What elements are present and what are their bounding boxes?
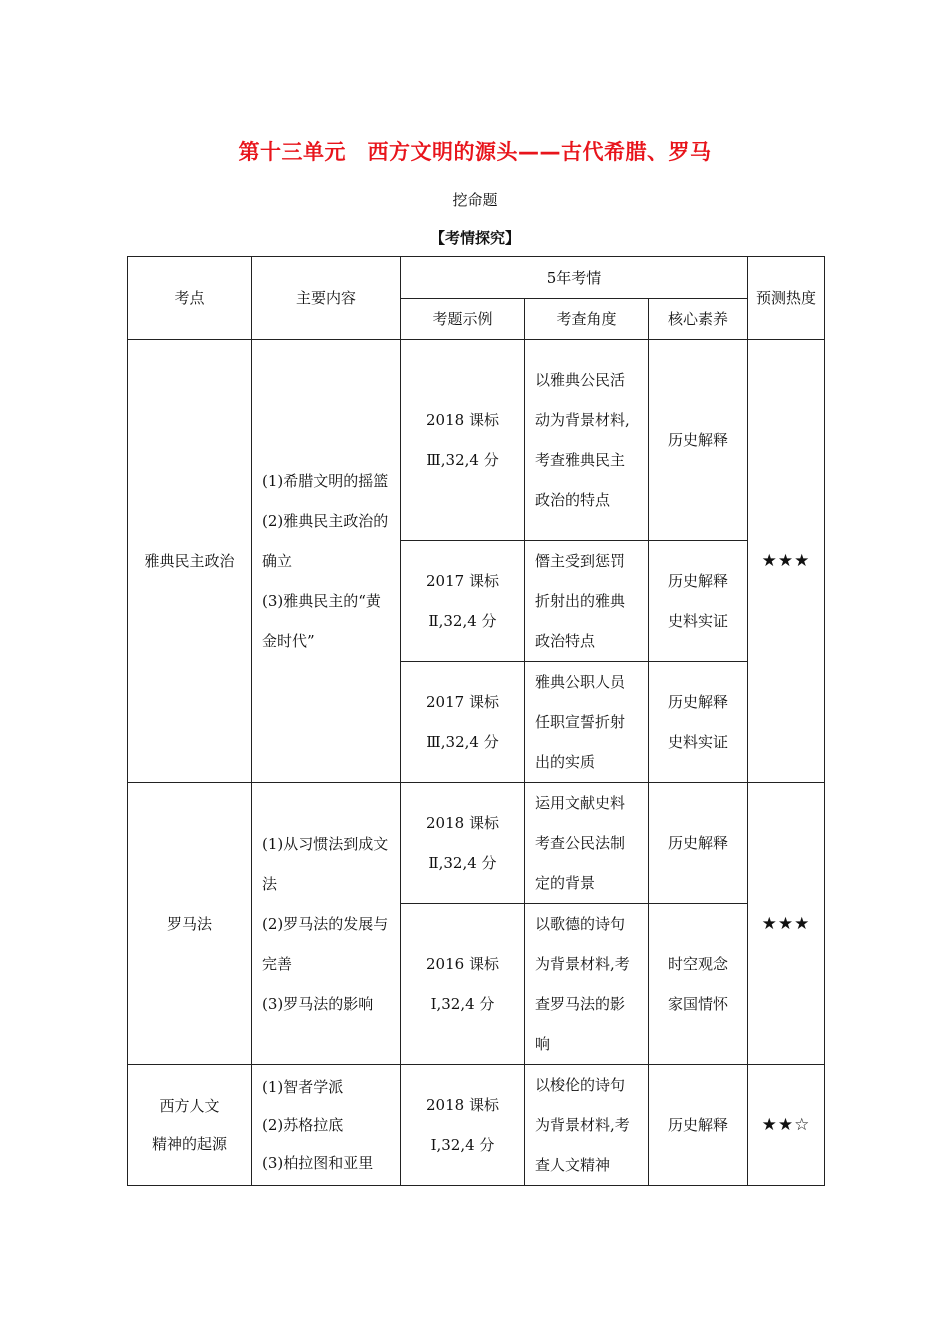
angle-cell: 雅典公职人员任职宣誓折射出的实质 — [525, 662, 649, 783]
literacy-cell — [649, 541, 748, 662]
example-line: Ⅲ,32,4 分 — [426, 451, 499, 469]
example-line: 2017 课标 — [426, 572, 499, 590]
literacy-item: 史料实证 — [668, 733, 729, 751]
content-item: (2)雅典民主政治的确立 — [262, 512, 389, 570]
example-cell — [401, 904, 525, 1065]
example-line: 2018 课标 — [426, 411, 499, 429]
table-header-row — [128, 257, 825, 299]
subtitle: 挖命题 — [452, 191, 498, 209]
point-cell — [128, 1065, 252, 1186]
literacy-cell — [649, 340, 748, 541]
table-row — [128, 783, 825, 904]
content-item: (3)柏拉图和亚里 — [262, 1154, 374, 1172]
literacy-item: 时空观念 — [668, 955, 729, 973]
content-cell — [252, 340, 401, 783]
heat-stars: ★★★ — [748, 783, 825, 1065]
heat-stars: ★★☆ — [748, 1065, 825, 1186]
literacy-cell — [649, 783, 748, 904]
example-line: Ⅰ,32,4 分 — [430, 995, 495, 1013]
header-angle: 考查角度 — [525, 299, 649, 340]
header-five-year: 5年考情 — [401, 257, 748, 299]
point-line: 西方人文 — [159, 1097, 220, 1115]
literacy-item: 家国情怀 — [668, 995, 729, 1013]
header-heat: 预测热度 — [748, 257, 825, 340]
example-cell — [401, 1065, 525, 1186]
example-line: Ⅱ,32,4 分 — [428, 854, 497, 872]
heat-stars: ★★★ — [748, 340, 825, 783]
example-line: 2017 课标 — [426, 693, 499, 711]
example-line: Ⅰ,32,4 分 — [430, 1136, 495, 1154]
example-cell — [401, 340, 525, 541]
angle-cell: 运用文献史料考查公民法制定的背景 — [525, 783, 649, 904]
exam-analysis-table — [127, 256, 825, 1186]
content-item: (2)罗马法的发展与完善 — [262, 914, 389, 973]
table-row — [128, 1065, 825, 1186]
content-item: (3)雅典民主的“黄金时代” — [262, 592, 381, 650]
content-item: (1)智者学派 — [262, 1078, 344, 1096]
angle-cell: 以梭伦的诗句为背景材料,考查人文精神 — [525, 1065, 649, 1186]
literacy-item: 历史解释 — [668, 693, 729, 711]
example-cell — [401, 783, 525, 904]
header-example: 考题示例 — [401, 299, 525, 340]
point-cell: 罗马法 — [128, 783, 252, 1065]
example-cell — [401, 541, 525, 662]
literacy-item: 历史解释 — [668, 572, 729, 590]
content-item: (2)苏格拉底 — [262, 1116, 344, 1134]
content-item: (1)希腊文明的摇篮 — [262, 472, 389, 490]
content-item: (1)从习惯法到成文法 — [262, 834, 389, 893]
angle-cell: 以歌德的诗句为背景材料,考查罗马法的影响 — [525, 904, 649, 1065]
example-line: 2016 课标 — [426, 955, 499, 973]
angle-cell: 僭主受到惩罚折射出的雅典政治特点 — [525, 541, 649, 662]
header-literacy: 核心素养 — [649, 299, 748, 340]
document-title: 第十三单元 西方文明的源头——古代希腊、罗马 — [238, 140, 712, 164]
literacy-item: 史料实证 — [668, 612, 729, 630]
example-line: Ⅲ,32,4 分 — [426, 733, 499, 751]
section-label: 【考情探究】 — [429, 229, 520, 247]
literacy-cell — [649, 1065, 748, 1186]
content-cell — [252, 1065, 401, 1186]
example-line: 2018 课标 — [426, 814, 499, 832]
literacy-cell — [649, 662, 748, 783]
literacy-item: 历史解释 — [668, 1116, 729, 1134]
table-row — [128, 340, 825, 541]
content-cell — [252, 783, 401, 1065]
example-line: Ⅱ,32,4 分 — [428, 612, 497, 630]
point-line: 精神的起源 — [151, 1135, 227, 1153]
header-point: 考点 — [128, 257, 252, 340]
example-cell — [401, 662, 525, 783]
literacy-cell — [649, 904, 748, 1065]
example-line: 2018 课标 — [426, 1096, 499, 1114]
angle-cell: 以雅典公民活动为背景材料,考查雅典民主政治的特点 — [525, 340, 649, 541]
literacy-item: 历史解释 — [668, 834, 729, 852]
header-content: 主要内容 — [252, 257, 401, 340]
point-cell: 雅典民主政治 — [128, 340, 252, 783]
content-item: (3)罗马法的影响 — [262, 994, 374, 1013]
literacy-item: 历史解释 — [668, 431, 729, 449]
